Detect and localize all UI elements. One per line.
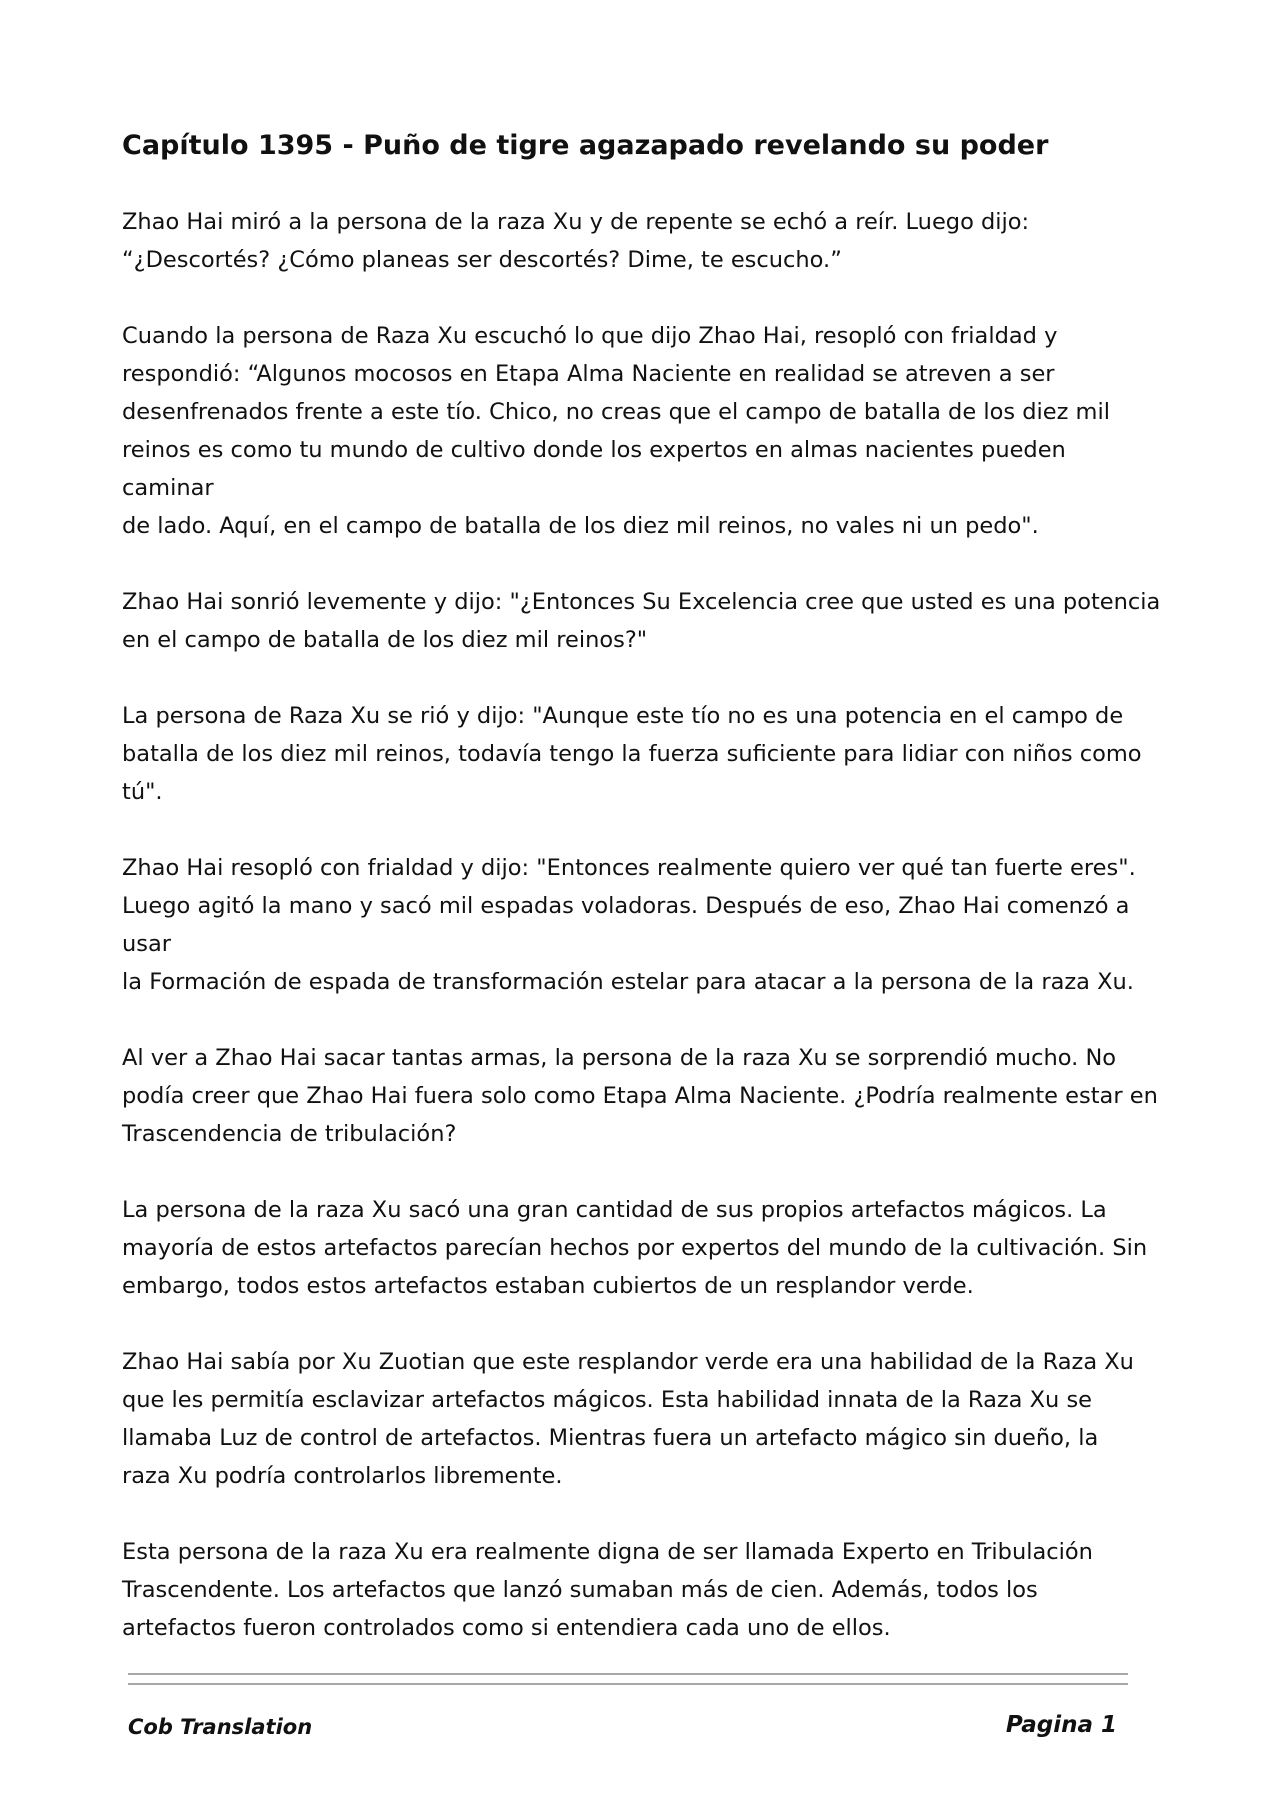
paragraph-8: Zhao Hai sabía por Xu Zuotian que este resplandor verde era una habilidad de la Raza Xu que les permitía esclavizar artefactos mágicos. Esta habilidad innata de la Raza Xu se llamaba Luz de control de artefactos. Mientras fuera un artefacto mágico sin dueño, la raza Xu podría controlarlos libremente. <box>122 1349 1134 1489</box>
paragraph-9: Esta persona de la raza Xu era realmente digna de ser llamada Experto en Tribulación Trascendente. Los artefactos que lanzó sumaban más de cien. Además, todos los artefactos fueron controlados como si entendiera cada uno de ellos. <box>122 1539 1093 1641</box>
paragraph-7: La persona de la raza Xu sacó una gran cantidad de sus propios artefactos mágicos. La mayoría de estos artefactos parecían hechos por expertos del mundo de la cultivación. Sin embargo, todos estos artefactos estaban cubiertos de un resplandor verde. <box>122 1197 1148 1299</box>
paragraph-3: Zhao Hai sonrió levemente y dijo: "¿Entonces Su Excelencia cree que usted es una potencia en el campo de batalla de los diez mil reinos?" <box>122 589 1161 653</box>
paragraph-1: Zhao Hai miró a la persona de la raza Xu y de repente se echó a reír. Luego dijo: “¿Descortés? ¿Cómo planeas ser descortés? Dime, te escucho.” <box>122 209 1030 273</box>
paragraph-6: Al ver a Zhao Hai sacar tantas armas, la persona de la raza Xu se sorprendió mucho. No podía creer que Zhao Hai fuera solo como Etapa Alma Naciente. ¿Podría realmente estar en Trascendencia de tribulación? <box>122 1045 1158 1147</box>
footer-page-number: Pagina 1 <box>1005 1712 1117 1738</box>
paragraph-2: Cuando la persona de Raza Xu escuchó lo que dijo Zhao Hai, resopló con frialdad y respondió: “Algunos mocosos en Etapa Alma Naciente en realidad se atreven a ser desenfrenados frente a este tío. Chico, no creas que el campo de batalla de los diez mil reinos es como tu mundo de cultivo donde los expertos en almas nacientes pueden caminar de lado. Aquí, en el campo de batalla de los diez mil reinos, no vales ni un pedo". <box>122 323 1110 539</box>
paragraph-5: Zhao Hai resopló con frialdad y dijo: "Entonces realmente quiero ver qué tan fuerte eres". Luego agitó la mano y sacó mil espadas voladoras. Después de eso, Zhao Hai comenzó a usar la Formación de espada de transformación estelar para atacar a la persona de la raza Xu. <box>122 855 1136 995</box>
footer-translator-credit: Cob Translation <box>128 1715 313 1739</box>
footer-divider-top <box>128 1673 1128 1675</box>
footer-divider-bottom <box>128 1683 1128 1685</box>
chapter-body <box>122 203 1162 1685</box>
chapter-title: Capítulo 1395 - Puño de tigre agazapado revelando su poder <box>122 130 1049 161</box>
paragraph-4: La persona de Raza Xu se rió y dijo: "Aunque este tío no es una potencia en el campo de batalla de los diez mil reinos, todavía tengo la fuerza suficiente para lidiar con niños como tú". <box>122 703 1142 805</box>
